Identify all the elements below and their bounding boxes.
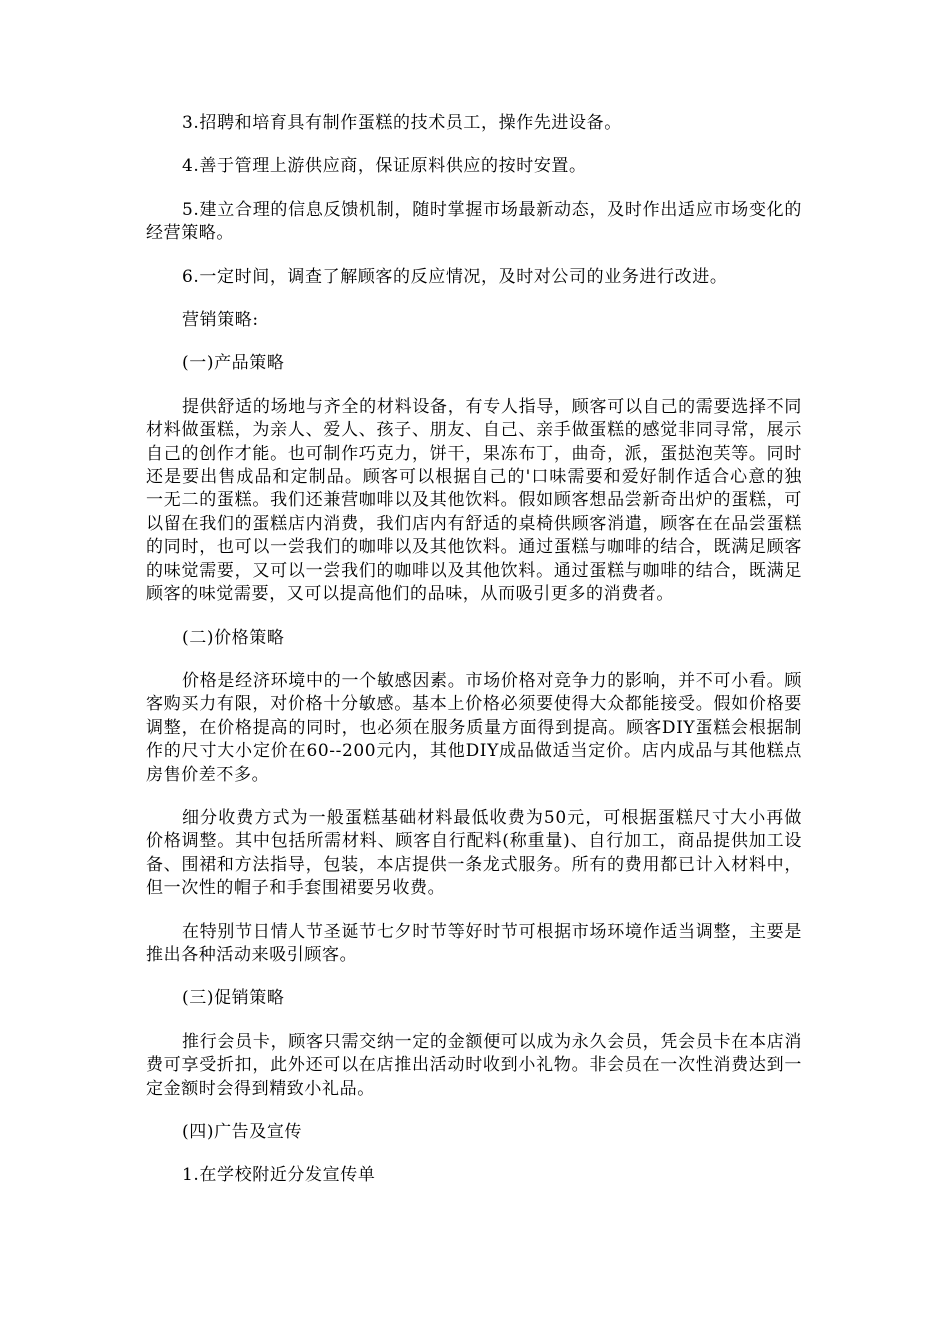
section-heading-advertising: (四)广告及宣传 [182,1122,303,1142]
list-item-recruit-staff: 3.招聘和培育具有制作蛋糕的技术员工，操作先进设备。 [182,113,622,133]
section-heading-product: (一)产品策略 [182,353,285,374]
section-heading-promotion: (三)促销策略 [182,988,285,1009]
paragraph-fee-breakdown: 细分收费方式为一般蛋糕基础材料最低收费为50元，可根据蛋糕尺寸大小再做价格调整。其中包括所需材料、顾客自行配料(称重量)、自行加工，商品提供加工设备、围裙和方法指导，包装，本店提供一条龙式服务。所有的费用都已计入材料中，但一次性的帽子和手套围裙要另收费。 [146,807,802,899]
paragraph-product-strategy: 提供舒适的场地与齐全的材料设备，有专人指导，顾客可以自己的需要选择不同材料做蛋糕，为亲人、爱人、孩子、朋友、自己、亲手做蛋糕的感觉非同寻常，展示自己的创作才能。也可制作巧克力，饼干，果冻布丁，曲奇，派，蛋挞泡芙等。同时还是要出售成品和定制品。顾客可以根据自己的'口味需要和爱好制作适合心意的独一无二的蛋糕。我们还兼营咖啡以及其他饮料。假如顾客想品尝新奇出炉的蛋糕，可以留在我们的蛋糕店内消费，我们店内有舒适的桌椅供顾客消遣，顾客在在品尝蛋糕的同时，也可以一尝我们的咖啡以及其他饮料。通过蛋糕与咖啡的结合，既满足顾客的味觉需要，又可以一尝我们的咖啡以及其他饮料。通过蛋糕与咖啡的结合，既满足顾客的味觉需要，又可以提高他们的品味，从而吸引更多的消费者。 [146,396,802,605]
list-item-feedback-mechanism: 5.建立合理的信息反馈机制，随时掌握市场最新动态，及时作出适应市场变化的经营策略。 [146,199,802,244]
list-item-customer-survey: 6.一定时间，调查了解顾客的反应情况，及时对公司的业务进行改进。 [182,266,728,287]
list-item-manage-suppliers: 4.善于管理上游供应商，保证原料供应的按时安置。 [182,156,587,177]
section-heading-marketing: 营销策略: [182,310,259,331]
document-body [146,112,802,1208]
paragraph-holiday-adjustment: 在特别节日情人节圣诞节七夕时节等好时节可根据市场环境作适当调整，主要是推出各种活动来吸引顾客。 [146,921,802,965]
section-heading-price: (二)价格策略 [182,627,285,648]
paragraph-membership: 推行会员卡，顾客只需交纳一定的金额便可以成为永久会员，凭会员卡在本店消费可享受折扣，此外还可以在店推出活动时收到小礼物。非会员在一次性消费达到一定金额时会得到精致小礼品。 [146,1031,802,1099]
list-item-flyers: 1.在学校附近分发宣传单 [182,1165,376,1186]
paragraph-price-strategy: 价格是经济环境中的一个敏感因素。市场价格对竞争力的影响，并不可小看。顾客购买力有限，对价格十分敏感。基本上价格必须要使得大众都能接受。假如价格要调整，在价格提高的同时，也必须在服务质量方面得到提高。顾客DIY蛋糕会根据制作的尺寸大小定价在60--200元内，其他DIY成品做适当定价。店内成品与其他糕点房售价差不多。 [146,670,802,785]
